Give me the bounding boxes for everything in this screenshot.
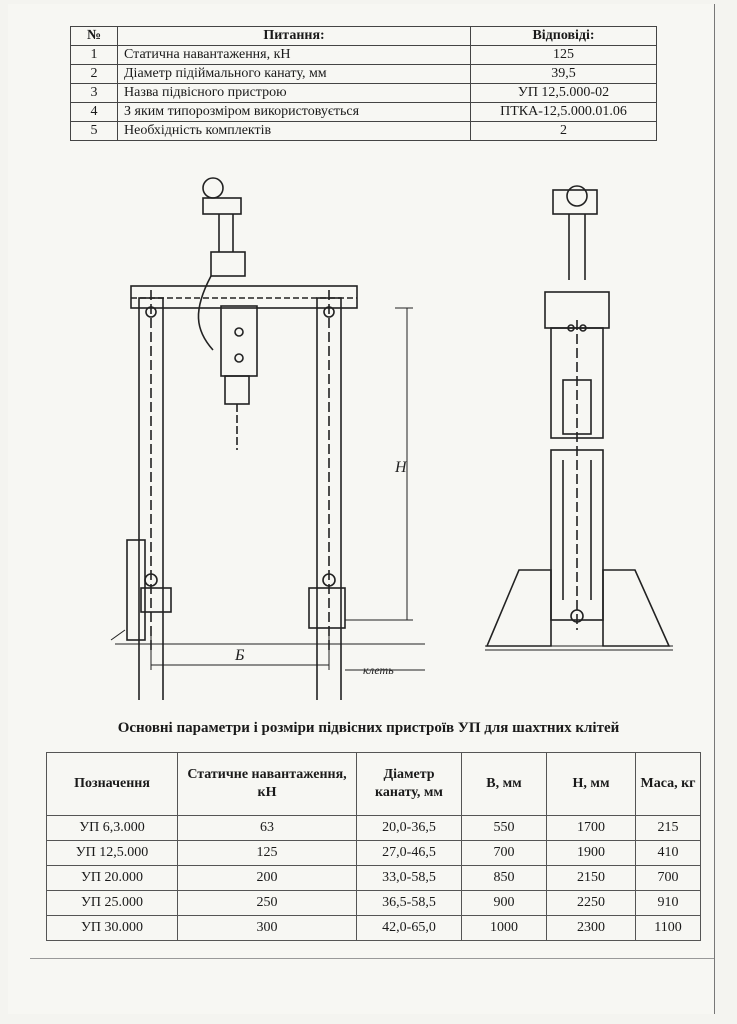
cell-b: 1000 bbox=[462, 916, 547, 941]
cell-mass: 410 bbox=[636, 841, 701, 866]
cell-h: 2250 bbox=[547, 891, 636, 916]
shackle-clamp bbox=[203, 198, 241, 214]
question-answer: УП 12,5.000-02 bbox=[471, 84, 657, 103]
question-answer: 125 bbox=[471, 46, 657, 65]
cell-designation: УП 6,3.000 bbox=[47, 816, 178, 841]
params-table bbox=[46, 752, 701, 941]
question-number: 1 bbox=[71, 46, 118, 65]
h-label: Н bbox=[395, 459, 407, 476]
cell-h: 1900 bbox=[547, 841, 636, 866]
params-header-row bbox=[47, 753, 701, 816]
table-row bbox=[47, 841, 701, 866]
table-row bbox=[47, 866, 701, 891]
sheet-bottom-edge bbox=[30, 958, 714, 959]
table-row bbox=[71, 65, 657, 84]
table-row bbox=[47, 916, 701, 941]
center-link bbox=[198, 276, 213, 350]
cell-designation: УП 30.000 bbox=[47, 916, 178, 941]
table-row bbox=[71, 84, 657, 103]
question-text: Назва підвісного пристрою bbox=[118, 84, 471, 103]
cell-b: 550 bbox=[462, 816, 547, 841]
cell-b: 700 bbox=[462, 841, 547, 866]
shackle-ring bbox=[203, 178, 223, 198]
floor-label: клеть bbox=[363, 663, 394, 677]
params-header-b: В, мм bbox=[462, 753, 547, 816]
params-header-rope-diameter: Діаметр канату, мм bbox=[357, 753, 462, 816]
side-view bbox=[485, 186, 673, 650]
question-number: 2 bbox=[71, 65, 118, 84]
question-number: 5 bbox=[71, 122, 118, 141]
questions-header-question: Питання: bbox=[118, 27, 471, 46]
cell-h: 2150 bbox=[547, 866, 636, 891]
cell-b: 900 bbox=[462, 891, 547, 916]
question-text: З яким типорозміром використовується bbox=[118, 103, 471, 122]
table-row bbox=[47, 891, 701, 916]
rope-socket bbox=[211, 252, 245, 276]
cell-h: 1700 bbox=[547, 816, 636, 841]
question-answer: 39,5 bbox=[471, 65, 657, 84]
cell-rope-diameter: 33,0-58,5 bbox=[357, 866, 462, 891]
question-answer: ПТКА-12,5.000.01.06 bbox=[471, 103, 657, 122]
cell-rope-diameter: 27,0-46,5 bbox=[357, 841, 462, 866]
table-row bbox=[71, 46, 657, 65]
table-row bbox=[71, 122, 657, 141]
cell-mass: 215 bbox=[636, 816, 701, 841]
questions-header-num: № bbox=[71, 27, 118, 46]
b-label: Б bbox=[235, 647, 245, 664]
crossbeam bbox=[131, 286, 357, 308]
question-number: 3 bbox=[71, 84, 118, 103]
cell-static-load: 200 bbox=[178, 866, 357, 891]
table-row bbox=[47, 816, 701, 841]
cell-static-load: 125 bbox=[178, 841, 357, 866]
cell-rope-diameter: 20,0-36,5 bbox=[357, 816, 462, 841]
cell-rope-diameter: 36,5-58,5 bbox=[357, 891, 462, 916]
question-number: 4 bbox=[71, 103, 118, 122]
question-text: Діаметр підіймального канату, мм bbox=[118, 65, 471, 84]
question-text: Статична навантаження, кН bbox=[118, 46, 471, 65]
suspension-device-drawing bbox=[95, 160, 695, 700]
question-text: Необхідність комплектів bbox=[118, 122, 471, 141]
side-base-left bbox=[487, 570, 551, 646]
cell-designation: УП 20.000 bbox=[47, 866, 178, 891]
params-header-static-load: Статичне навантаження, кН bbox=[178, 753, 357, 816]
cell-static-load: 250 bbox=[178, 891, 357, 916]
front-view bbox=[111, 178, 425, 700]
params-caption: Основні параметри і розміри підвісних пристроїв УП для шахтних клітей bbox=[117, 720, 620, 736]
question-answer: 2 bbox=[471, 122, 657, 141]
cell-mass: 910 bbox=[636, 891, 701, 916]
cell-designation: УП 25.000 bbox=[47, 891, 178, 916]
questions-header-answer: Відповіді: bbox=[471, 27, 657, 46]
cell-static-load: 63 bbox=[178, 816, 357, 841]
cell-rope-diameter: 42,0-65,0 bbox=[357, 916, 462, 941]
cell-static-load: 300 bbox=[178, 916, 357, 941]
questions-header-row bbox=[71, 27, 657, 46]
cell-b: 850 bbox=[462, 866, 547, 891]
cell-h: 2300 bbox=[547, 916, 636, 941]
table-row bbox=[71, 103, 657, 122]
cell-mass: 1100 bbox=[636, 916, 701, 941]
side-base-right bbox=[603, 570, 669, 646]
cell-designation: УП 12,5.000 bbox=[47, 841, 178, 866]
cell-mass: 700 bbox=[636, 866, 701, 891]
params-header-mass: Маса, кг bbox=[636, 753, 701, 816]
params-header-designation: Позначення bbox=[47, 753, 178, 816]
questions-table bbox=[70, 26, 657, 141]
params-header-h: Н, мм bbox=[547, 753, 636, 816]
